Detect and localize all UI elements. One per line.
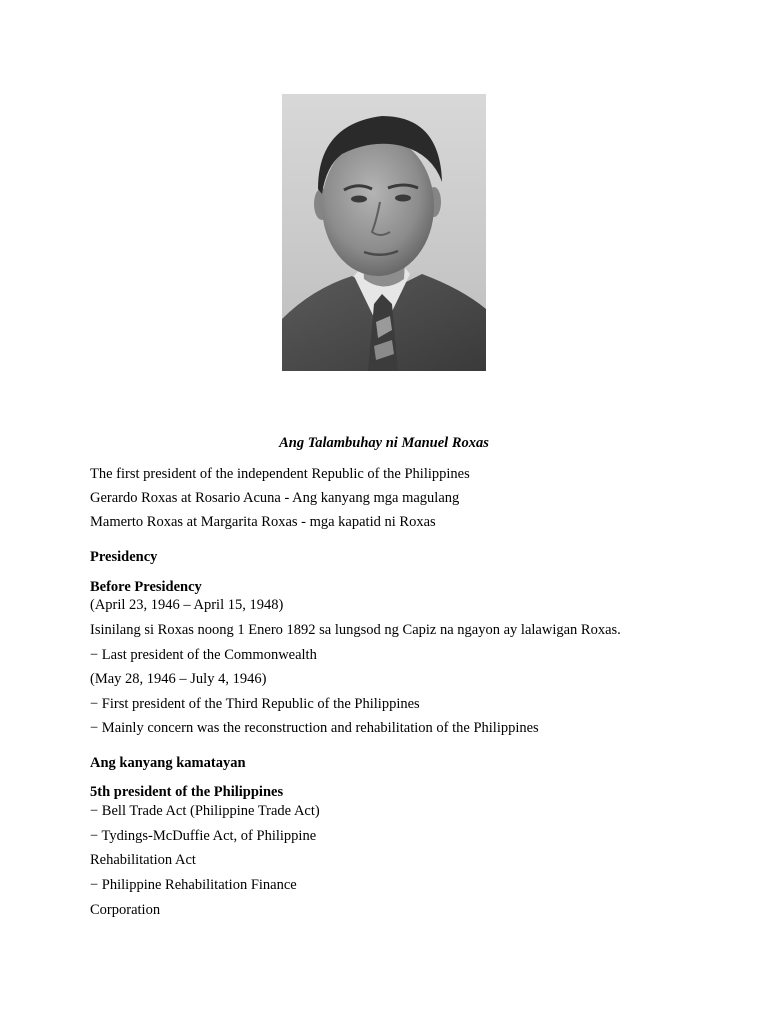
fifth-president-heading: 5th president of the Philippines [90, 784, 284, 800]
intro-line: Mamerto Roxas at Margarita Roxas - mga kapatid ni Roxas [90, 514, 436, 530]
death-heading: Ang kanyang kamatayan [90, 755, 246, 771]
act-line: − Tydings-McDuffie Act, of Philippine [90, 828, 317, 844]
intro-line: The first president of the independent Republic of the Philippines [90, 466, 470, 482]
act-line: − Bell Trade Act (Philippine Trade Act) [90, 803, 320, 819]
portrait-photo [282, 94, 486, 371]
presidency-line: Isinilang si Roxas noong 1 Enero 1892 sa lungsod ng Capiz na ngayon ay lalawigan Roxas. [90, 622, 621, 638]
presidency-line: (April 23, 1946 – April 15, 1948) [90, 597, 284, 613]
presidency-line: (May 28, 1946 – July 4, 1946) [90, 671, 267, 687]
presidency-line: − Last president of the Commonwealth [90, 647, 317, 663]
act-line: Rehabilitation Act [90, 852, 196, 868]
act-line: Corporation [90, 902, 161, 918]
presidency-line: − First president of the Third Republic of the Philippines [90, 696, 420, 712]
before-presidency-heading: Before Presidency [90, 579, 202, 595]
intro-line: Gerardo Roxas at Rosario Acuna - Ang kanyang mga magulang [90, 490, 460, 506]
presidency-line: − Mainly concern was the reconstruction and rehabilitation of the Philippines [90, 720, 539, 736]
document-title: Ang Talambuhay ni Manuel Roxas [279, 435, 489, 451]
presidency-heading: Presidency [90, 549, 158, 565]
act-line: − Philippine Rehabilitation Finance [90, 877, 297, 893]
